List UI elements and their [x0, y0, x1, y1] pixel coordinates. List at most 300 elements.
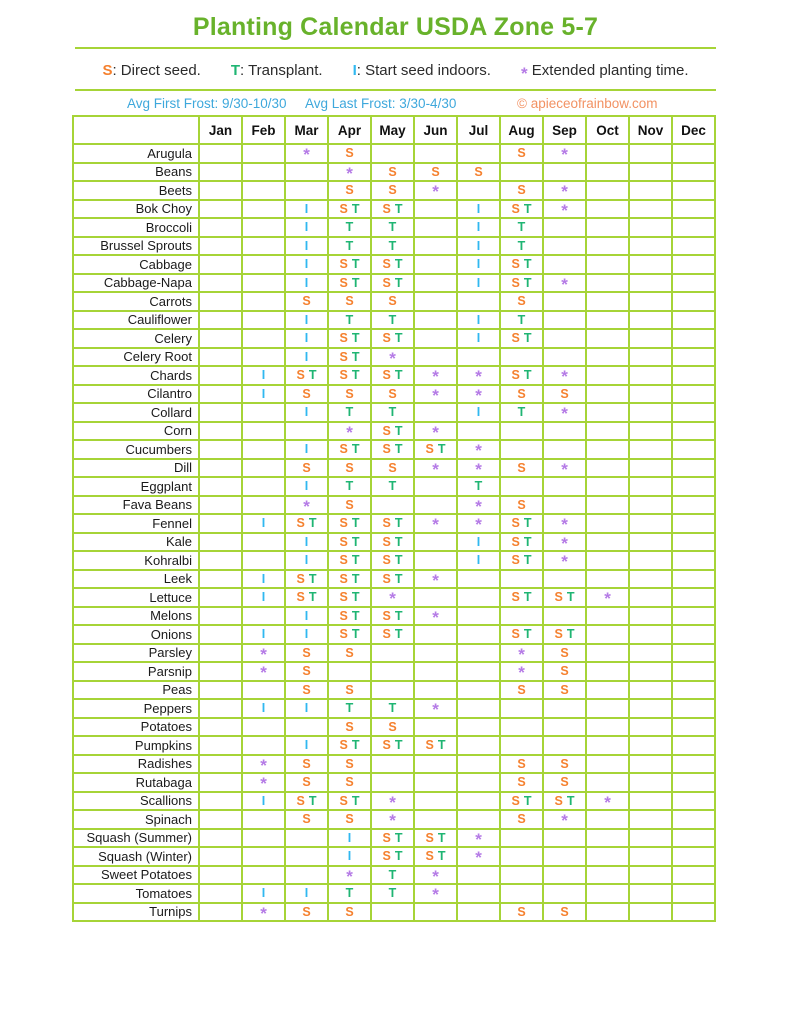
calendar-cell	[199, 681, 242, 700]
code-s: S	[560, 664, 569, 679]
calendar-cell	[672, 792, 715, 811]
calendar-cell	[629, 625, 672, 644]
calendar-cell	[328, 403, 371, 422]
code-s: S	[302, 460, 311, 475]
code-s: S	[345, 775, 354, 790]
direct-seed-symbol: S	[102, 62, 113, 79]
calendar-cell	[672, 514, 715, 533]
calendar-cell	[328, 551, 371, 570]
row-label: Onions	[73, 625, 199, 644]
code-t: T	[523, 257, 532, 272]
calendar-cell	[457, 551, 500, 570]
code-t: T	[523, 516, 532, 531]
calendar-cell	[500, 440, 543, 459]
calendar-cell	[672, 847, 715, 866]
code-t: T	[308, 368, 317, 383]
calendar-cell	[199, 181, 242, 200]
calendar-cell	[414, 496, 457, 515]
calendar-cell	[242, 514, 285, 533]
calendar-cell	[328, 681, 371, 700]
legend-label: : Transplant.	[240, 62, 323, 79]
code-i: I	[476, 405, 481, 420]
row-label: Corn	[73, 422, 199, 441]
calendar-cell	[672, 551, 715, 570]
calendar-cell	[328, 218, 371, 237]
code-s: S	[382, 331, 391, 346]
extended-asterisk: *	[475, 385, 482, 403]
calendar-cell	[457, 514, 500, 533]
extended-asterisk: *	[260, 774, 267, 792]
calendar-cell	[285, 144, 328, 163]
code-s: S	[382, 849, 391, 864]
calendar-cell	[328, 792, 371, 811]
code-s: S	[345, 719, 354, 734]
calendar-cell	[414, 163, 457, 182]
row-label: Squash (Summer)	[73, 829, 199, 848]
calendar-cell	[414, 551, 457, 570]
calendar-cell	[414, 366, 457, 385]
code-t: T	[345, 220, 354, 235]
calendar-cell	[629, 718, 672, 737]
veg-row	[73, 625, 715, 644]
code-s: S	[517, 775, 526, 790]
code-i: I	[304, 442, 309, 457]
code-s: S	[345, 497, 354, 512]
code-s: S	[511, 590, 520, 605]
calendar-cell	[414, 329, 457, 348]
extended-asterisk: *	[475, 459, 482, 477]
calendar-cell	[242, 403, 285, 422]
row-label: Kale	[73, 533, 199, 552]
calendar-cell	[629, 662, 672, 681]
code-i: I	[476, 312, 481, 327]
calendar-cell	[543, 255, 586, 274]
calendar-cell	[414, 755, 457, 774]
calendar-cell	[414, 718, 457, 737]
calendar-cell	[672, 274, 715, 293]
calendar-cell	[199, 200, 242, 219]
calendar-cell	[629, 570, 672, 589]
calendar-cell	[414, 422, 457, 441]
code-i: I	[261, 386, 266, 401]
calendar-cell	[242, 607, 285, 626]
code-s: S	[339, 257, 348, 272]
calendar-cell	[414, 792, 457, 811]
code-s: S	[517, 756, 526, 771]
code-t: T	[523, 275, 532, 290]
code-s: S	[382, 553, 391, 568]
code-s: S	[560, 904, 569, 919]
calendar-cell	[285, 255, 328, 274]
calendar-cell	[500, 237, 543, 256]
calendar-cell	[414, 237, 457, 256]
code-t: T	[351, 571, 360, 586]
calendar-cell	[629, 588, 672, 607]
row-label: Bok Choy	[73, 200, 199, 219]
calendar-cell	[586, 736, 629, 755]
code-i: I	[304, 405, 309, 420]
code-s: S	[511, 534, 520, 549]
calendar-cell	[242, 422, 285, 441]
calendar-cell	[500, 884, 543, 903]
extended-asterisk: *	[561, 811, 568, 829]
calendar-cell	[285, 588, 328, 607]
calendar-cell	[285, 163, 328, 182]
code-s: S	[511, 331, 520, 346]
calendar-cell	[199, 773, 242, 792]
calendar-cell	[629, 736, 672, 755]
veg-row	[73, 533, 715, 552]
code-s: S	[339, 201, 348, 216]
calendar-cell	[371, 329, 414, 348]
calendar-cell	[242, 570, 285, 589]
calendar-cell	[285, 718, 328, 737]
code-i: I	[476, 534, 481, 549]
extended-asterisk: *	[561, 145, 568, 163]
calendar-cell	[285, 625, 328, 644]
row-label: Kohralbi	[73, 551, 199, 570]
calendar-cell	[328, 884, 371, 903]
calendar-cell	[199, 255, 242, 274]
calendar-cell	[586, 329, 629, 348]
calendar-cell	[672, 718, 715, 737]
calendar-cell	[543, 329, 586, 348]
extended-asterisk: *	[432, 459, 439, 477]
calendar-cell	[672, 403, 715, 422]
calendar-cell	[500, 718, 543, 737]
calendar-cell	[242, 274, 285, 293]
veg-row	[73, 459, 715, 478]
code-t: T	[388, 312, 397, 327]
extended-asterisk: *	[604, 589, 611, 607]
calendar-cell	[414, 274, 457, 293]
code-t: T	[394, 275, 403, 290]
calendar-cell	[328, 144, 371, 163]
code-i: I	[261, 571, 266, 586]
calendar-cell	[371, 403, 414, 422]
row-label: Turnips	[73, 903, 199, 922]
code-s: S	[517, 146, 526, 161]
calendar-cell	[543, 625, 586, 644]
calendar-cell	[371, 792, 414, 811]
calendar-cell	[457, 718, 500, 737]
extended-asterisk: *	[561, 367, 568, 385]
avg-first-frost-label: Avg First Frost: 9/30-10/30	[127, 96, 287, 111]
code-s: S	[425, 849, 434, 864]
code-s: S	[382, 201, 391, 216]
extended-asterisk: *	[432, 700, 439, 718]
calendar-cell	[371, 607, 414, 626]
calendar-cell	[543, 736, 586, 755]
code-i: I	[304, 701, 309, 716]
calendar-cell	[242, 847, 285, 866]
calendar-cell	[672, 255, 715, 274]
calendar-cell	[328, 255, 371, 274]
calendar-cell	[199, 348, 242, 367]
calendar-cell	[371, 292, 414, 311]
calendar-cell	[285, 829, 328, 848]
calendar-cell	[457, 792, 500, 811]
calendar-cell	[242, 551, 285, 570]
code-t: T	[523, 627, 532, 642]
extended-asterisk: *	[432, 182, 439, 200]
code-s: S	[345, 294, 354, 309]
calendar-cell	[285, 292, 328, 311]
extended-asterisk: *	[432, 385, 439, 403]
calendar-cell	[371, 163, 414, 182]
row-label: Cabbage-Napa	[73, 274, 199, 293]
calendar-cell	[371, 274, 414, 293]
calendar-cell	[242, 144, 285, 163]
calendar-cell	[586, 570, 629, 589]
code-s: S	[382, 442, 391, 457]
calendar-cell	[629, 163, 672, 182]
code-t: T	[394, 553, 403, 568]
row-label: Celery	[73, 329, 199, 348]
calendar-cell	[285, 533, 328, 552]
calendar-cell	[371, 422, 414, 441]
calendar-cell	[285, 792, 328, 811]
calendar-cell	[586, 422, 629, 441]
calendar-cell	[371, 829, 414, 848]
veg-row	[73, 662, 715, 681]
calendar-cell	[457, 237, 500, 256]
calendar-cell	[500, 607, 543, 626]
calendar-cell	[457, 570, 500, 589]
veg-row	[73, 237, 715, 256]
calendar-cell	[285, 329, 328, 348]
code-t: T	[523, 534, 532, 549]
veg-row	[73, 773, 715, 792]
calendar-cell	[285, 459, 328, 478]
calendar-cell	[371, 440, 414, 459]
code-i: I	[261, 516, 266, 531]
code-s: S	[511, 627, 520, 642]
calendar-cell	[629, 514, 672, 533]
calendar-cell	[371, 570, 414, 589]
code-i: I	[304, 257, 309, 272]
code-s: S	[302, 664, 311, 679]
extended-asterisk: *	[432, 570, 439, 588]
code-i: I	[304, 238, 309, 253]
row-label: Cilantro	[73, 385, 199, 404]
calendar-cell	[457, 810, 500, 829]
calendar-cell	[371, 903, 414, 922]
row-label: Rutabaga	[73, 773, 199, 792]
calendar-cell	[285, 662, 328, 681]
extended-asterisk: *	[475, 848, 482, 866]
code-t: T	[517, 238, 526, 253]
code-i: I	[476, 275, 481, 290]
calendar-cell	[371, 681, 414, 700]
calendar-cell	[242, 810, 285, 829]
calendar-cell	[629, 755, 672, 774]
calendar-cell	[285, 274, 328, 293]
title-divider	[75, 47, 716, 49]
calendar-cell	[285, 884, 328, 903]
row-label: Beets	[73, 181, 199, 200]
code-t: T	[517, 220, 526, 235]
code-i: I	[476, 553, 481, 568]
calendar-cell	[199, 440, 242, 459]
calendar-cell	[457, 255, 500, 274]
calendar-cell	[328, 292, 371, 311]
calendar-cell	[500, 218, 543, 237]
calendar-cell	[672, 329, 715, 348]
code-t: T	[345, 479, 354, 494]
calendar-cell	[457, 348, 500, 367]
calendar-cell	[629, 329, 672, 348]
calendar-cell	[199, 163, 242, 182]
calendar-cell	[543, 218, 586, 237]
code-s: S	[345, 904, 354, 919]
extended-asterisk: *	[604, 792, 611, 810]
code-t: T	[437, 830, 446, 845]
calendar-cell	[629, 773, 672, 792]
calendar-cell	[500, 681, 543, 700]
extended-asterisk: *	[260, 755, 267, 773]
row-label: Potatoes	[73, 718, 199, 737]
legend	[0, 62, 791, 83]
calendar-cell	[457, 292, 500, 311]
calendar-cell	[586, 255, 629, 274]
extended-asterisk: *	[518, 663, 525, 681]
calendar-cell	[500, 533, 543, 552]
extended-asterisk: *	[561, 552, 568, 570]
calendar-cell	[371, 755, 414, 774]
code-s: S	[302, 386, 311, 401]
calendar-cell	[242, 200, 285, 219]
calendar-cell	[242, 163, 285, 182]
calendar-cell	[199, 385, 242, 404]
code-s: S	[302, 682, 311, 697]
veg-row	[73, 329, 715, 348]
code-t: T	[388, 867, 397, 882]
extended-asterisk-symbol: *	[520, 64, 528, 83]
calendar-cell	[199, 644, 242, 663]
calendar-cell	[242, 662, 285, 681]
calendar-cell	[457, 496, 500, 515]
code-i: I	[304, 220, 309, 235]
code-t: T	[388, 405, 397, 420]
calendar-cell	[285, 514, 328, 533]
calendar-cell	[371, 514, 414, 533]
calendar-cell	[543, 366, 586, 385]
calendar-cell	[500, 181, 543, 200]
veg-row	[73, 551, 715, 570]
code-s: S	[345, 645, 354, 660]
calendar-cell	[414, 477, 457, 496]
code-s: S	[339, 571, 348, 586]
extended-asterisk: *	[475, 367, 482, 385]
code-s: S	[511, 516, 520, 531]
code-s: S	[560, 645, 569, 660]
veg-row	[73, 218, 715, 237]
code-s: S	[511, 257, 520, 272]
calendar-cell	[414, 644, 457, 663]
code-s: S	[382, 534, 391, 549]
calendar-cell	[285, 348, 328, 367]
calendar-cell	[371, 625, 414, 644]
code-s: S	[560, 682, 569, 697]
code-s: S	[517, 460, 526, 475]
calendar-cell	[242, 459, 285, 478]
code-s: S	[388, 164, 397, 179]
calendar-cell	[500, 903, 543, 922]
code-s: S	[554, 590, 563, 605]
calendar-cell	[328, 736, 371, 755]
calendar-cell	[371, 588, 414, 607]
calendar-cell	[242, 440, 285, 459]
calendar-cell	[242, 903, 285, 922]
code-t: T	[308, 793, 317, 808]
code-s: S	[511, 368, 520, 383]
code-s: S	[302, 645, 311, 660]
calendar-cell	[629, 681, 672, 700]
calendar-cell	[328, 348, 371, 367]
calendar-cell	[629, 533, 672, 552]
calendar-cell	[414, 607, 457, 626]
veg-row	[73, 810, 715, 829]
veg-row	[73, 440, 715, 459]
avg-last-frost-label: Avg Last Frost: 3/30-4/30	[305, 96, 457, 111]
calendar-cell	[543, 181, 586, 200]
calendar-cell	[543, 459, 586, 478]
calendar-cell	[285, 366, 328, 385]
calendar-cell	[285, 810, 328, 829]
calendar-cell	[199, 403, 242, 422]
calendar-cell	[199, 496, 242, 515]
veg-row	[73, 496, 715, 515]
calendar-cell	[414, 218, 457, 237]
calendar-cell	[371, 366, 414, 385]
legend-item-start-indoors	[353, 62, 491, 79]
extended-asterisk: *	[389, 348, 396, 366]
legend-label: : Start seed indoors.	[356, 62, 491, 79]
copyright-label: © apieceofrainbow.com	[517, 96, 658, 111]
legend-item-transplant	[231, 62, 323, 79]
code-s: S	[382, 423, 391, 438]
code-t: T	[523, 553, 532, 568]
code-t: T	[388, 238, 397, 253]
extended-asterisk: *	[475, 441, 482, 459]
calendar-cell	[199, 533, 242, 552]
calendar-cell	[500, 292, 543, 311]
calendar-cell	[457, 644, 500, 663]
calendar-cell	[500, 514, 543, 533]
calendar-cell	[500, 736, 543, 755]
code-s: S	[296, 590, 305, 605]
calendar-cell	[242, 477, 285, 496]
calendar-cell	[199, 570, 242, 589]
planting-calendar-table-wrap	[72, 115, 716, 922]
calendar-cell	[500, 644, 543, 663]
calendar-cell	[629, 348, 672, 367]
code-i: I	[347, 849, 352, 864]
calendar-cell	[543, 792, 586, 811]
calendar-cell	[672, 810, 715, 829]
calendar-cell	[328, 866, 371, 885]
calendar-cell	[242, 385, 285, 404]
calendar-cell	[328, 274, 371, 293]
calendar-cell	[457, 847, 500, 866]
month-header-cell: Apr	[328, 116, 371, 144]
code-i: I	[476, 220, 481, 235]
calendar-cell	[457, 736, 500, 755]
calendar-cell	[629, 829, 672, 848]
calendar-cell	[199, 366, 242, 385]
veg-row	[73, 644, 715, 663]
